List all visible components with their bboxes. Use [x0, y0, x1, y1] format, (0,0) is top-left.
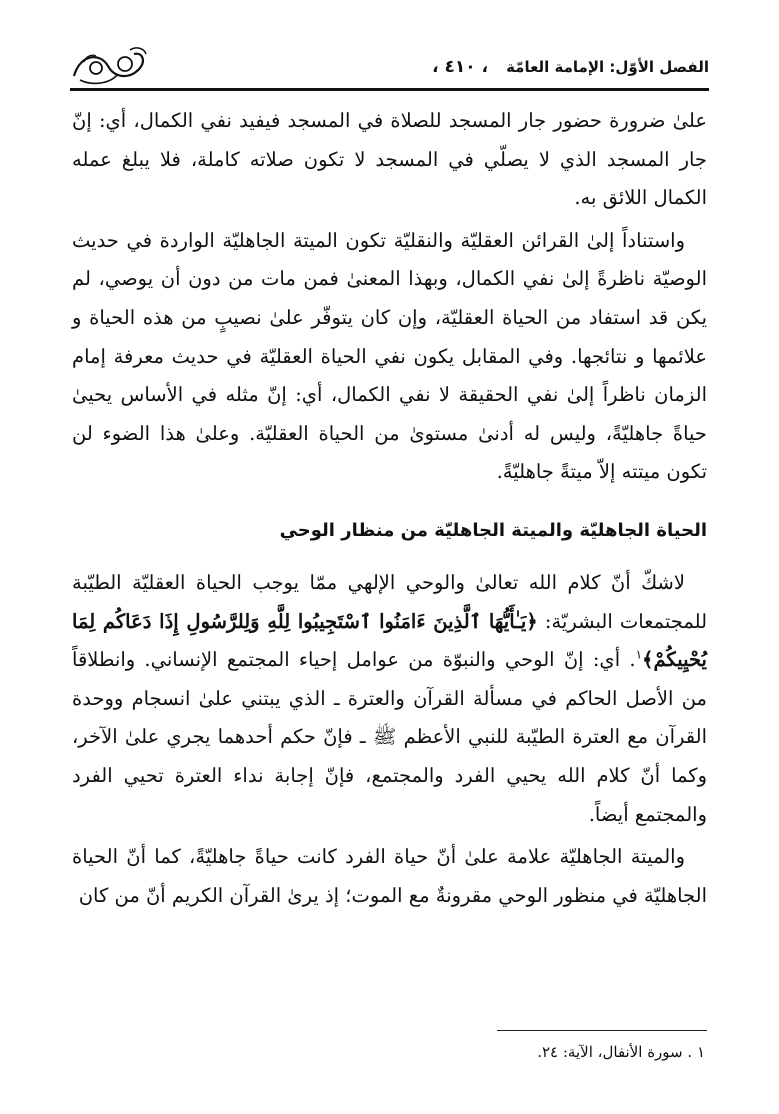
- footnote-reference: ١: [635, 647, 643, 662]
- quran-verse: ﴿يَـٰأَيُّهَا ٱلَّذِينَ ءَامَنُوا ٱسْتَجِيبُوا لِلَّهِ وَلِلرَّسُولِ إِذَا دَعَاكُم لِمَا يُحْيِيكُمْ﴾: [72, 609, 707, 672]
- chapter-title: الفصل الأوّل: الإمامة العامّة: [506, 58, 709, 76]
- paragraph-3-body: . أي: إنّ الوحي والنبوّة من عوامل إحياء المجتمع الإنساني. وانطلاقاً من الأصل الحاكم في مسألة القرآن والعترة ـ الذي يبتني علىٰ انسجام ووحدة القرآن مع العترة الطيّبة للنبي الأعظم ﷺ ـ فإنّ حكم أحدهما يجري علىٰ الآخر، وكما أنّ كلام الله يحيي الفرد والمجتمع، فإنّ إجابة نداء العترة تحيي الفرد والمجتمع أيضاً.: [72, 648, 707, 826]
- page-number-value: ٤١٠: [444, 57, 476, 77]
- page-header: [70, 44, 709, 90]
- page-number: ، ٤١٠ ،: [432, 57, 489, 77]
- section-heading: الحياة الجاهليّة والميتة الجاهليّة من منظار الوحي: [279, 519, 707, 541]
- paragraph-3: [72, 564, 707, 834]
- page-body: [72, 102, 707, 919]
- paragraph-4: والميتة الجاهليّة علامة علىٰ أنّ حياة الفرد كانت حياةً جاهليّةً، كما أنّ الحياة الجاهليّة في منظور الوحي مقرونةٌ مع الموت؛ إذ يرىٰ القرآن الكريم أنّ من كان: [72, 845, 707, 907]
- decorative-ornament-icon: [70, 46, 152, 88]
- header-rule: [70, 88, 709, 91]
- paragraph-2: واستناداً إلىٰ القرائن العقليّة والنقليّة تكون الميتة الجاهليّة الواردة في حديث الوصيّة ناظرةً إلىٰ نفي الكمال، وبهذا المعنىٰ فمن مات من دون أن يوصي، لم يكن قد استفاد من الحياة العقليّة، وإن كان يتوفّر علىٰ نصيبٍ من هذه الحياة و علائمها و نتائجها. وفي المقابل يكون نفي الحياة العقليّة في حديث معرفة إمام الزمان ناظراً إلىٰ نفي الحقيقة لا نفي الكمال، أي: إنّ مثله في الأساس يحيىٰ حياةً جاهليّةً، وليس له أدنىٰ مستوىٰ من الحياة العقليّة. وعلىٰ هذا الضوء لن تكون ميتته إلاّ ميتةً جاهليّةً.: [72, 228, 707, 484]
- paragraph-1: علىٰ ضرورة حضور جار المسجد للصلاة في المسجد فيفيد نفي الكمال، أي: إنّ جار المسجد الذي لا يصلّي في المسجد لا تكون صلاته كاملة، فلا يبلغ عمله الكمال اللائق به.: [72, 109, 707, 210]
- paragraph-3-intro: لاشكّ أنّ كلام الله تعالىٰ والوحي الإلهي ممّا يوجب الحياة العقليّة الطيّبة للمجتمعات البشريّة:: [72, 570, 708, 633]
- footnote: ١ . سورة الأنفال، الآية: ٢٤.: [537, 1043, 705, 1061]
- footnote-rule: [497, 1030, 707, 1031]
